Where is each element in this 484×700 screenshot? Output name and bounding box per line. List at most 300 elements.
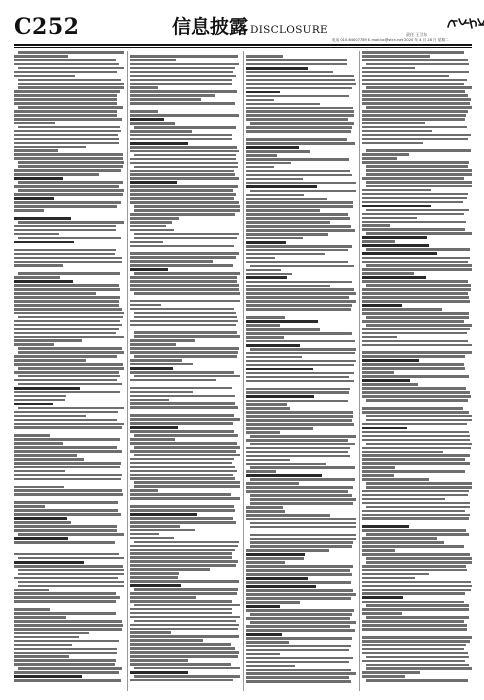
text-line (14, 280, 73, 283)
text-line (362, 261, 468, 264)
text-line (362, 632, 472, 635)
text-line (362, 118, 465, 121)
text-line (246, 296, 349, 299)
text-line (14, 434, 50, 437)
text-line (362, 177, 464, 180)
text-line (14, 233, 59, 236)
text-line (14, 525, 117, 528)
column-divider (127, 51, 128, 691)
text-line (362, 157, 397, 160)
text-line (14, 411, 118, 414)
text-line (130, 363, 193, 366)
text-line (130, 383, 240, 386)
text-line (362, 59, 468, 62)
text-line (362, 537, 437, 540)
text-line (134, 588, 237, 591)
text-line (130, 399, 169, 402)
text-line (246, 213, 348, 216)
text-line (18, 351, 124, 354)
text-column-1 (14, 51, 124, 691)
text-line (14, 146, 86, 149)
text-line (14, 446, 117, 449)
text-line (362, 514, 470, 517)
text-line (14, 284, 119, 287)
text-line (246, 356, 302, 359)
text-line (362, 387, 466, 390)
text-line (246, 680, 351, 683)
text-line (250, 478, 354, 481)
text-line (362, 439, 470, 442)
text-line (246, 166, 274, 169)
text-line (366, 443, 472, 446)
text-line (130, 67, 235, 70)
text-line (362, 110, 468, 113)
text-line (246, 328, 320, 331)
text-line (246, 138, 347, 141)
text-line (250, 435, 356, 438)
text-line (246, 83, 356, 86)
text-line (362, 328, 470, 331)
text-line (362, 411, 469, 414)
text-line (130, 624, 239, 627)
text-line (130, 217, 179, 220)
text-line (246, 368, 313, 371)
text-line (362, 312, 469, 315)
text-line (366, 169, 472, 172)
text-line (246, 118, 348, 121)
text-line (246, 158, 349, 161)
text-line (246, 372, 354, 375)
text-line (362, 403, 472, 406)
text-line (366, 656, 468, 659)
text-line (246, 510, 285, 513)
text-line (14, 173, 99, 176)
text-line (130, 647, 235, 650)
text-line (130, 63, 239, 66)
text-line (14, 644, 72, 647)
text-line (130, 229, 174, 232)
text-line (246, 415, 353, 418)
text-line (366, 482, 472, 485)
text-line (14, 489, 122, 492)
text-line (130, 158, 236, 161)
text-line (130, 185, 238, 188)
text-line (18, 51, 124, 54)
text-line (130, 114, 239, 117)
text-line (362, 640, 470, 643)
text-line (246, 573, 352, 576)
text-line (362, 336, 397, 339)
text-line (134, 485, 240, 488)
text-line (362, 585, 472, 588)
text-line (14, 312, 124, 315)
text-line (14, 624, 123, 627)
text-line (246, 601, 300, 604)
text-line (14, 675, 82, 678)
text-line (14, 245, 124, 248)
text-line (14, 505, 45, 508)
text-line (14, 261, 122, 264)
text-line (362, 636, 472, 639)
text-line (130, 608, 232, 611)
text-line (14, 213, 124, 216)
text-line (362, 545, 464, 548)
text-line (18, 86, 124, 89)
text-line (14, 98, 117, 101)
text-line (246, 400, 348, 403)
text-line (130, 94, 215, 97)
text-line (14, 134, 118, 137)
text-line (362, 383, 418, 386)
text-line (362, 502, 470, 505)
text-line (366, 209, 468, 212)
text-line (362, 407, 463, 410)
text-line (14, 612, 116, 615)
text-line (130, 201, 239, 204)
text-line (362, 189, 431, 192)
text-line (130, 118, 164, 121)
text-line (362, 272, 414, 275)
text-line (246, 178, 303, 181)
text-line (366, 415, 472, 418)
text-line (130, 655, 238, 658)
text-line (246, 474, 322, 477)
text-line (246, 553, 305, 556)
text-line (130, 462, 232, 465)
text-line (14, 193, 123, 196)
text-line (246, 71, 333, 74)
text-line (130, 351, 238, 354)
text-line (130, 576, 178, 579)
text-line (362, 573, 429, 576)
text-line (246, 170, 350, 173)
text-line (362, 608, 469, 611)
text-line (14, 419, 117, 422)
text-line (362, 431, 469, 434)
text-line (246, 427, 313, 430)
text-line (362, 359, 419, 362)
text-line (130, 296, 240, 299)
text-line (130, 339, 195, 342)
text-line (130, 213, 235, 216)
text-line (130, 572, 179, 575)
text-line (362, 592, 465, 595)
text-line (246, 91, 280, 94)
text-line (246, 205, 353, 208)
text-line (362, 596, 403, 599)
text-line (362, 126, 467, 129)
text-line (130, 197, 234, 200)
text-line (246, 51, 356, 54)
text-line (130, 252, 239, 255)
text-line (14, 589, 49, 592)
text-line (14, 142, 119, 145)
text-line (130, 584, 181, 587)
text-column-4 (362, 51, 472, 691)
text-line (246, 391, 349, 394)
text-line (14, 114, 117, 117)
text-line (130, 651, 239, 654)
text-line (362, 146, 472, 149)
text-line (362, 205, 431, 208)
text-line (362, 644, 466, 647)
text-line (130, 568, 210, 571)
text-line (362, 371, 394, 374)
text-line (362, 98, 471, 101)
text-line (18, 126, 120, 129)
text-line (362, 660, 465, 663)
text-line (14, 185, 119, 188)
text-line (362, 466, 395, 469)
text-line (130, 466, 235, 469)
text-line (362, 470, 465, 473)
text-line (246, 257, 275, 260)
text-line (246, 569, 350, 572)
text-line (14, 632, 89, 635)
text-line (362, 648, 464, 651)
text-line (362, 451, 443, 454)
text-line (130, 612, 232, 615)
text-line (362, 122, 425, 125)
text-line (14, 122, 55, 125)
text-line (14, 249, 116, 252)
text-line (246, 352, 355, 355)
text-line (130, 596, 196, 599)
text-line (130, 304, 161, 307)
text-line (18, 367, 124, 370)
text-line (14, 339, 82, 342)
text-line (14, 537, 68, 540)
article-columns (14, 51, 472, 691)
text-line (14, 521, 71, 524)
text-line (246, 316, 285, 319)
text-line (14, 363, 123, 366)
text-line (14, 679, 121, 682)
text-line (246, 107, 353, 110)
text-line (246, 459, 290, 462)
text-line (14, 640, 119, 643)
text-line (250, 545, 352, 548)
text-line (246, 514, 330, 517)
text-line (362, 153, 409, 156)
text-line (130, 387, 232, 390)
text-line (362, 83, 464, 86)
text-line (14, 636, 79, 639)
text-line (362, 363, 464, 366)
text-line (14, 608, 50, 611)
text-line (362, 435, 470, 438)
text-line (14, 442, 63, 445)
text-line (246, 59, 347, 62)
text-line (246, 589, 353, 592)
text-line (14, 671, 119, 674)
text-line (362, 589, 471, 592)
header-rule-thin (14, 47, 472, 48)
text-line (130, 418, 240, 421)
text-line (366, 486, 472, 489)
text-line (130, 177, 239, 180)
text-line (14, 565, 123, 568)
text-line (246, 142, 355, 145)
text-line (14, 328, 119, 331)
text-line (14, 320, 120, 323)
text-line (246, 154, 277, 157)
text-line (130, 146, 237, 149)
text-line (362, 114, 466, 117)
text-line (130, 592, 237, 595)
text-line (18, 557, 124, 560)
text-line (134, 237, 237, 240)
text-line (18, 221, 124, 224)
text-line (366, 419, 472, 422)
text-line (14, 462, 121, 465)
text-line (366, 86, 472, 89)
text-line (14, 663, 115, 666)
text-line (130, 521, 236, 524)
text-line (246, 300, 356, 303)
text-line (14, 241, 74, 244)
text-line (246, 225, 351, 228)
text-line (130, 130, 192, 133)
text-line (246, 99, 274, 102)
text-line (362, 276, 426, 279)
text-line (14, 149, 58, 152)
text-line (14, 229, 116, 232)
text-line (130, 580, 239, 583)
text-line (130, 406, 238, 409)
text-line (130, 663, 231, 666)
text-line (130, 489, 158, 492)
text-line (134, 481, 240, 484)
text-line (18, 667, 122, 670)
text-line (366, 165, 467, 168)
text-line (362, 296, 469, 299)
text-line (246, 276, 287, 279)
text-line (246, 281, 352, 284)
text-line (14, 336, 124, 339)
text-line (246, 530, 356, 533)
text-line (130, 628, 238, 631)
text-line (246, 95, 349, 98)
text-line (130, 193, 236, 196)
text-line (14, 426, 122, 429)
text-line (246, 241, 286, 244)
text-line (366, 284, 471, 287)
text-line (362, 624, 467, 627)
text-line (130, 102, 235, 105)
text-line (246, 451, 348, 454)
text-line (130, 86, 158, 89)
text-line (130, 241, 163, 244)
text-line (14, 592, 116, 595)
text-line (362, 102, 470, 105)
text-line (362, 620, 464, 623)
text-line (134, 126, 235, 129)
text-line (130, 505, 234, 508)
text-line (14, 482, 124, 485)
text-line (130, 110, 158, 113)
text-line (362, 134, 471, 137)
section-title (172, 16, 328, 41)
text-line (362, 510, 465, 513)
text-line (246, 380, 354, 383)
text-line (246, 577, 308, 580)
text-line (362, 280, 468, 283)
text-line (246, 253, 325, 256)
text-line (246, 676, 349, 679)
text-line (14, 276, 60, 279)
text-line (14, 308, 122, 311)
page-number: C252 (14, 14, 80, 40)
text-line (130, 248, 240, 251)
text-line (246, 486, 353, 489)
text-line (246, 134, 356, 137)
text-line (246, 411, 353, 414)
text-line (362, 344, 472, 347)
text-line (362, 161, 469, 164)
text-line (14, 387, 80, 390)
text-line (246, 55, 283, 58)
text-line (14, 616, 66, 619)
text-line (246, 665, 295, 668)
text-line (14, 304, 119, 307)
text-line (130, 616, 240, 619)
text-line (14, 655, 69, 658)
text-line (362, 193, 468, 196)
text-line (14, 71, 117, 74)
text-line (250, 522, 356, 525)
text-line (246, 79, 355, 82)
text-line (130, 367, 173, 370)
text-line (14, 288, 120, 291)
text-line (14, 343, 54, 346)
text-line (366, 664, 469, 667)
text-line (130, 659, 188, 662)
text-line (362, 577, 415, 580)
text-line (14, 59, 116, 62)
text-line (362, 652, 468, 655)
text-line (14, 509, 118, 512)
text-line (362, 217, 417, 220)
text-line (14, 253, 115, 256)
text-line (362, 395, 471, 398)
text-line (362, 142, 423, 145)
text-line (18, 407, 124, 410)
text-line (14, 541, 115, 544)
text-line (14, 549, 124, 552)
text-line (134, 166, 237, 169)
text-line (366, 679, 468, 682)
text-line (14, 600, 116, 603)
text-line (14, 379, 117, 382)
text-line (250, 538, 356, 541)
text-line (14, 225, 116, 228)
text-line (246, 209, 320, 212)
text-line (362, 581, 471, 584)
text-line (134, 154, 235, 157)
text-line (246, 490, 348, 493)
text-line (130, 55, 238, 58)
text-line (246, 174, 352, 177)
text-line (362, 498, 445, 501)
text-line (246, 419, 352, 422)
text-line (250, 613, 352, 616)
text-line (246, 75, 354, 78)
text-line (18, 272, 120, 275)
text-line (130, 631, 171, 634)
text-line (134, 272, 240, 275)
text-line (246, 360, 356, 363)
